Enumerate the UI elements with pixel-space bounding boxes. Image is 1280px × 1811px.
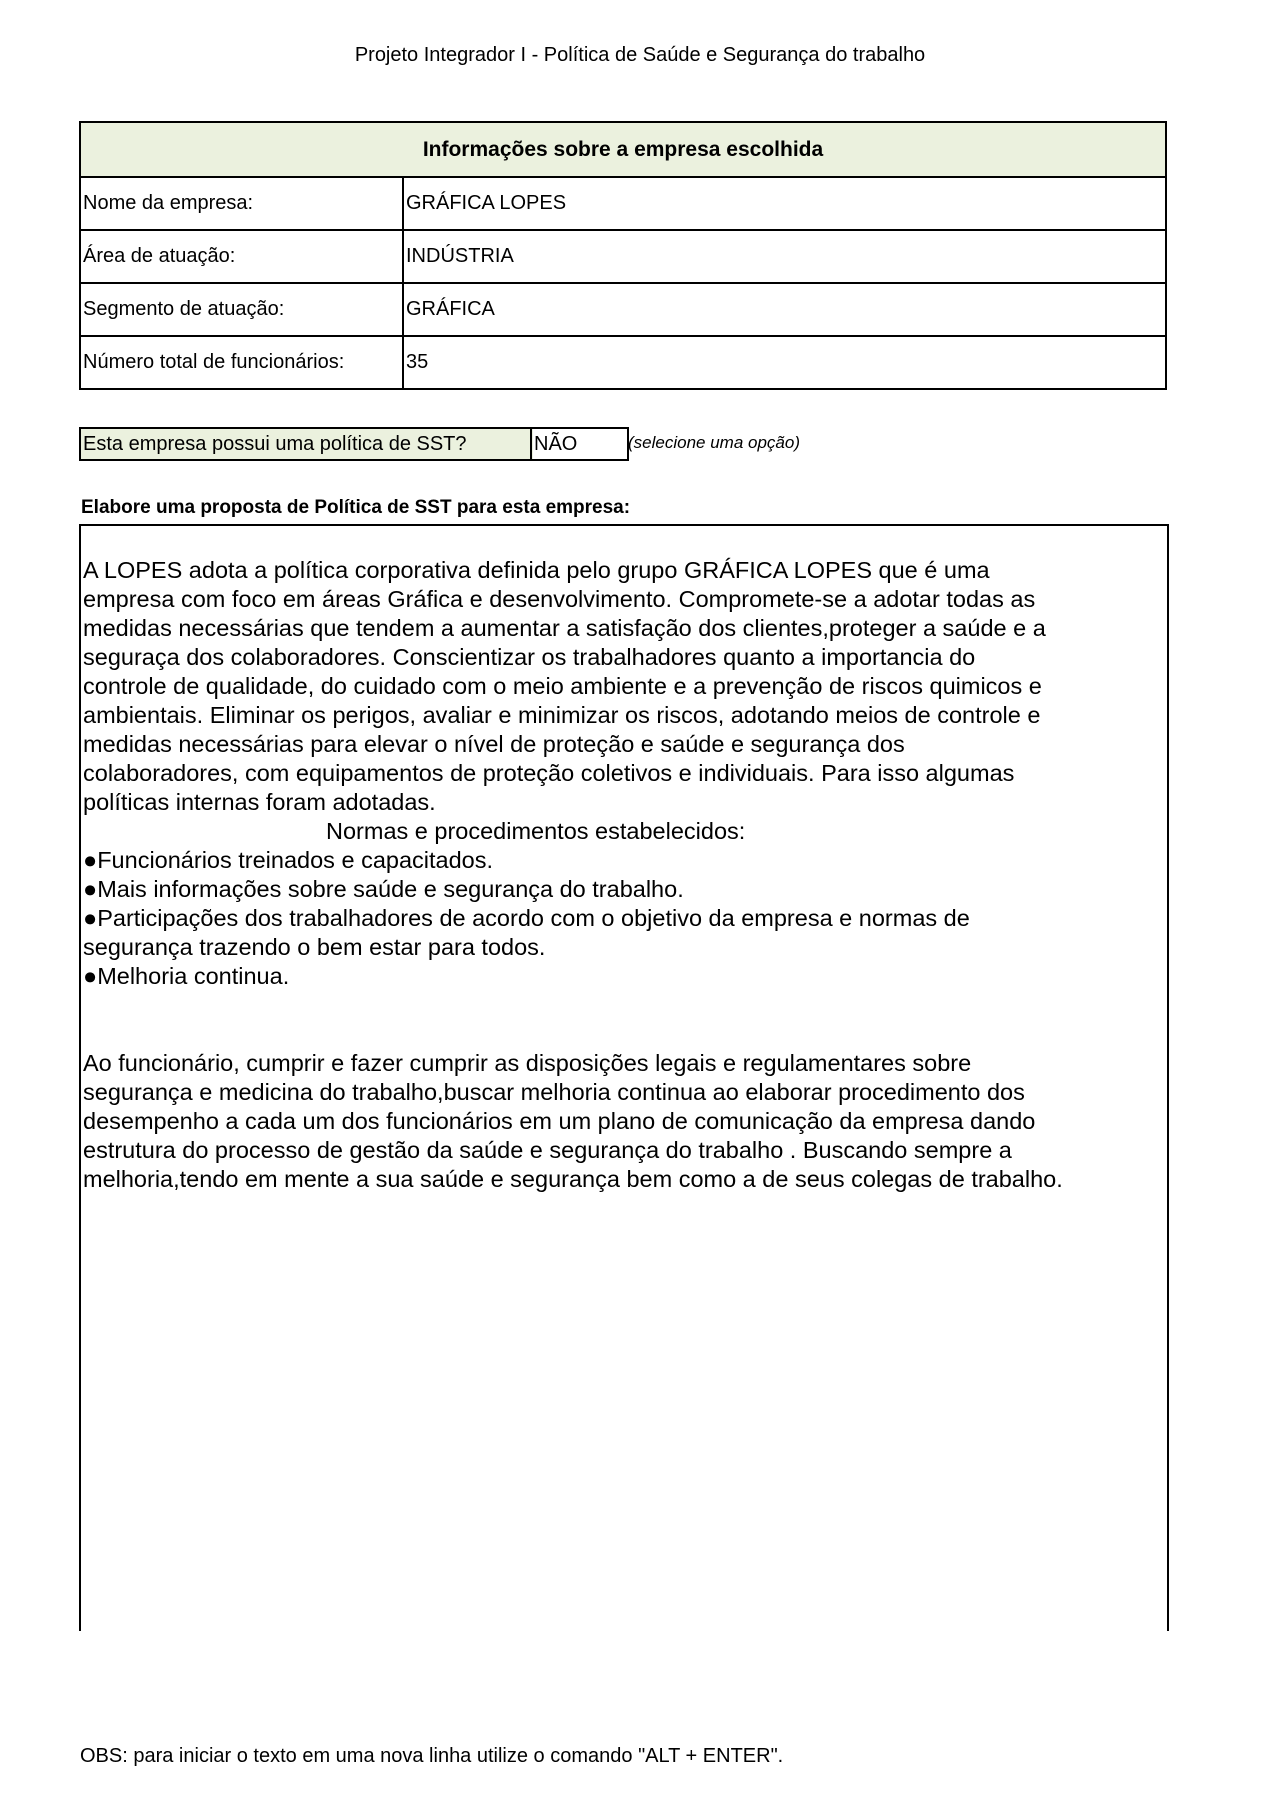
proposal-line: controle de qualidade, do cuidado com o meio ambiente e a prevenção de riscos quimicos e: [83, 673, 1042, 699]
company-name-value[interactable]: GRÁFICA LOPES: [403, 177, 1166, 230]
bullet-item: ●Mais informações sobre saúde e segurança do trabalho.: [83, 876, 684, 902]
segment-label: Segmento de atuação:: [80, 283, 403, 336]
closing-line: desempenho a cada um dos funcionários em um plano de comunicação da empresa dando: [83, 1108, 1036, 1134]
sst-question: Esta empresa possui uma política de SST?: [79, 427, 533, 461]
proposal-line: seguraça dos colaboradores. Conscientizar os trabalhadores quanto a importancia do: [83, 644, 976, 670]
proposal-line: medidas necessárias que tendem a aumentar a satisfação dos clientes,proteger a saúde e a: [83, 615, 1046, 641]
proposal-line: ambientais. Eliminar os perigos, avaliar e minimizar os riscos, adotando meios de controle e: [83, 702, 1041, 728]
closing-line: segurança e medicina do trabalho,buscar melhoria continua ao elaborar procedimento dos: [83, 1079, 1025, 1105]
segment-value[interactable]: GRÁFICA: [403, 283, 1166, 336]
area-label: Área de atuação:: [80, 230, 403, 283]
proposal-text: [83, 556, 1165, 1194]
bullet-item: segurança trazendo o bem estar para todos.: [83, 934, 546, 960]
company-info-heading: Informações sobre a empresa escolhida: [80, 122, 1166, 177]
proposal-line: medidas necessárias para elevar o nível de proteção e saúde e segurança dos: [83, 731, 905, 757]
proposal-line: colaboradores, com equipamentos de proteção coletivos e individuais. Para isso algumas: [83, 760, 1015, 786]
employees-value[interactable]: 35: [403, 336, 1166, 389]
table-row: [80, 336, 1166, 389]
spacer: [83, 991, 1165, 1049]
bullet-item: ●Melhoria continua.: [83, 963, 290, 989]
proposal-line: políticas internas foram adotadas.: [83, 789, 436, 815]
proposal-label: Elabore uma proposta de Política de SST para esta empresa:: [81, 497, 631, 518]
company-info-table: [79, 121, 1167, 390]
bullet-item: ●Participações dos trabalhadores de acordo com o objetivo da empresa e normas de: [83, 905, 970, 931]
company-info-heading-row: [80, 122, 1166, 177]
table-row: [80, 177, 1166, 230]
sst-hint: (selecione uma opção): [628, 433, 800, 452]
proposal-textarea[interactable]: [79, 524, 1169, 1631]
table-row: [80, 283, 1166, 336]
company-name-label: Nome da empresa:: [80, 177, 403, 230]
area-value[interactable]: INDÚSTRIA: [403, 230, 1166, 283]
employees-label: Número total de funcionários:: [80, 336, 403, 389]
proposal-line: empresa com foco em áreas Gráfica e desenvolvimento. Compromete-se a adotar todas as: [83, 586, 1036, 612]
page-title: Projeto Integrador I - Política de Saúde e Segurança do trabalho: [354, 44, 926, 66]
norms-heading: Normas e procedimentos estabelecidos:: [326, 818, 746, 844]
closing-line: Ao funcionário, cumprir e fazer cumprir as disposições legais e regulamentares sobre: [83, 1050, 972, 1076]
closing-line: melhoria,tendo em mente a sua saúde e segurança bem como a de seus colegas de trabalho.: [83, 1166, 1063, 1192]
closing-line: estrutura do processo de gestão da saúde e segurança do trabalho . Buscando sempre a: [83, 1137, 1012, 1163]
proposal-line: A LOPES adota a política corporativa definida pelo grupo GRÁFICA LOPES que é uma: [83, 557, 990, 583]
bullet-item: ●Funcionários treinados e capacitados.: [83, 847, 494, 873]
footer-note: OBS: para iniciar o texto em uma nova linha utilize o comando "ALT + ENTER".: [80, 1745, 784, 1767]
table-row: [80, 230, 1166, 283]
sst-answer-select[interactable]: NÃO: [530, 427, 629, 461]
